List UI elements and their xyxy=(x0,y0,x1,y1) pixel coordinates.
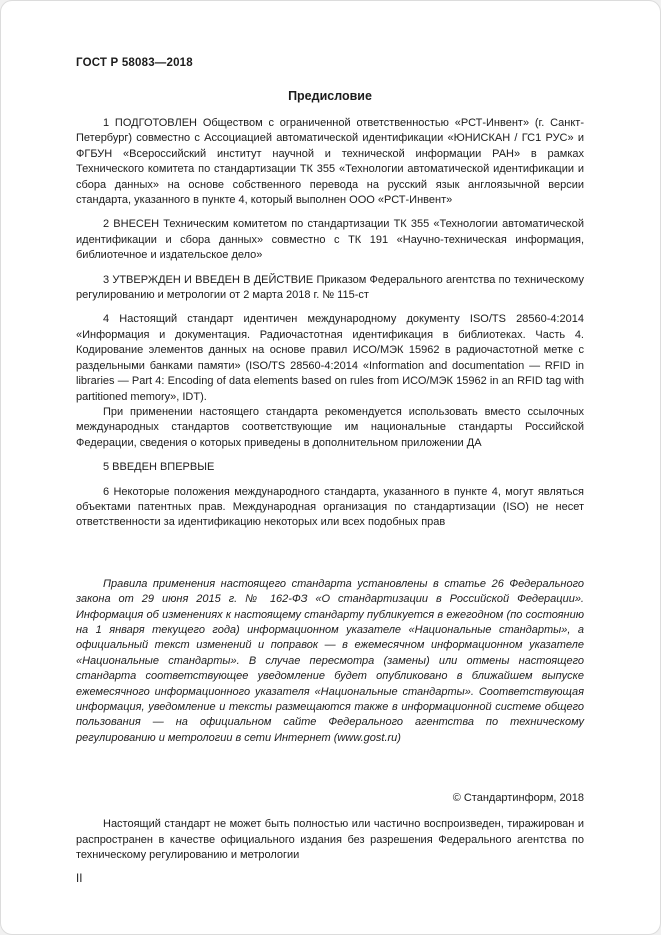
standard-designation-header: ГОСТ Р 58083—2018 xyxy=(76,57,193,69)
page-title: Предисловие xyxy=(288,89,372,103)
copyright-line: © Стандартинформ, 2018 xyxy=(452,792,584,805)
clause-1-prepared: 1 ПОДГОТОВЛЕН Обществом с ограниченной ответственностью «РСТ-Инвент» (г. Санкт-Петербург) совместно с Ассоциацией автоматической идентификации «ЮНИСКАН / ГС1 РУС» и ФГБУН «Всероссийский институт научной и технической информации РАН» в рамках Технического комитета по стандартизации ТК 355 «Технологии автоматической идентификации и сбора данных» на основе собственного перевода на русский язык англоязычной версии стандарта, указанного в пункте 4, который выполнен ООО «РСТ-Инвент» xyxy=(76,117,584,207)
application-rules-note: Правила применения настоящего стандарта установлены в статье 26 Федерального закона от 29 июня 2015 г. № 162-ФЗ «О стандартизации в Российской Федерации». Информация об изменениях к настоящему стандарту публикуется в ежегодном (по состоянию на 1 января текущего года) информационном указателе «Национальные стандарты», а официальный текст изменений и поправок — в ежемесячном информационном указателе «Национальные стандарты». В случае пересмотра (замены) или отмены настоящего стандарта соответствующее уведомление будет опубликовано в ближайшем выпуске ежемесячного информационного указателя «Национальные стандарты». Соответствующая информация, уведомление и тексты размещаются также в информационной системе общего пользования — на официальном сайте Федерального агентства по техническому регулированию и метрологии в сети Интернет (www.gost.ru) xyxy=(76,577,584,744)
clause-2-submitted: 2 ВНЕСЕН Техническим комитетом по стандартизации ТК 355 «Технологии автоматической идентификации и сбора данных» совместно с ТК 191 «Научно-техническая информация, библиотечное и издательское дело» xyxy=(76,218,584,262)
clause-4-application-recommendation: При применении настоящего стандарта рекомендуется использовать вместо ссылочных международных стандартов соответствующие им национальные стандарты Российской Федерации, сведения о которых приведены в дополнительном приложении ДА xyxy=(76,405,584,449)
page-content xyxy=(76,1,584,885)
page-number: II xyxy=(76,873,83,886)
clause-3-approved: 3 УТВЕРЖДЕН И ВВЕДЕН В ДЕЙСТВИЕ Приказом Федерального агентства по техническому регулированию и метрологии от 2 марта 2018 г. № 115-ст xyxy=(76,273,584,302)
clause-6-patent-rights: 6 Некоторые положения международного стандарта, указанного в пункте 4, могут являться объектами патентных прав. Международная организация по стандартизации (ISO) не несет ответственности за идентификацию некоторых или всех подобных прав xyxy=(76,485,584,529)
clause-5-first-time: 5 ВВЕДЕН ВПЕРВЫЕ xyxy=(103,461,215,474)
reproduction-restriction-note: Настоящий стандарт не может быть полностью или частично воспроизведен, тиражирован и распространен в качестве официального издания без разрешения Федерального агентства по техническому регулированию и метрологии xyxy=(76,818,584,862)
clause-4-identical-standard: 4 Настоящий стандарт идентичен международному документу ISO/TS 28560-4:2014 «Информация и документация. Радиочастотная идентификация в библиотеках. Часть 4. Кодирование элементов данных на основе правил ИСО/МЭК 15962 в радиочастотной метке с раздельными банками памяти» (ISO/TS 28560-4:2014 «Information and documentation — RFID in libraries — Part 4: Encoding of data elements based on rules from ИСО/МЭК 15962 in an RFID tag with partitioned memory», IDT). xyxy=(76,313,584,403)
